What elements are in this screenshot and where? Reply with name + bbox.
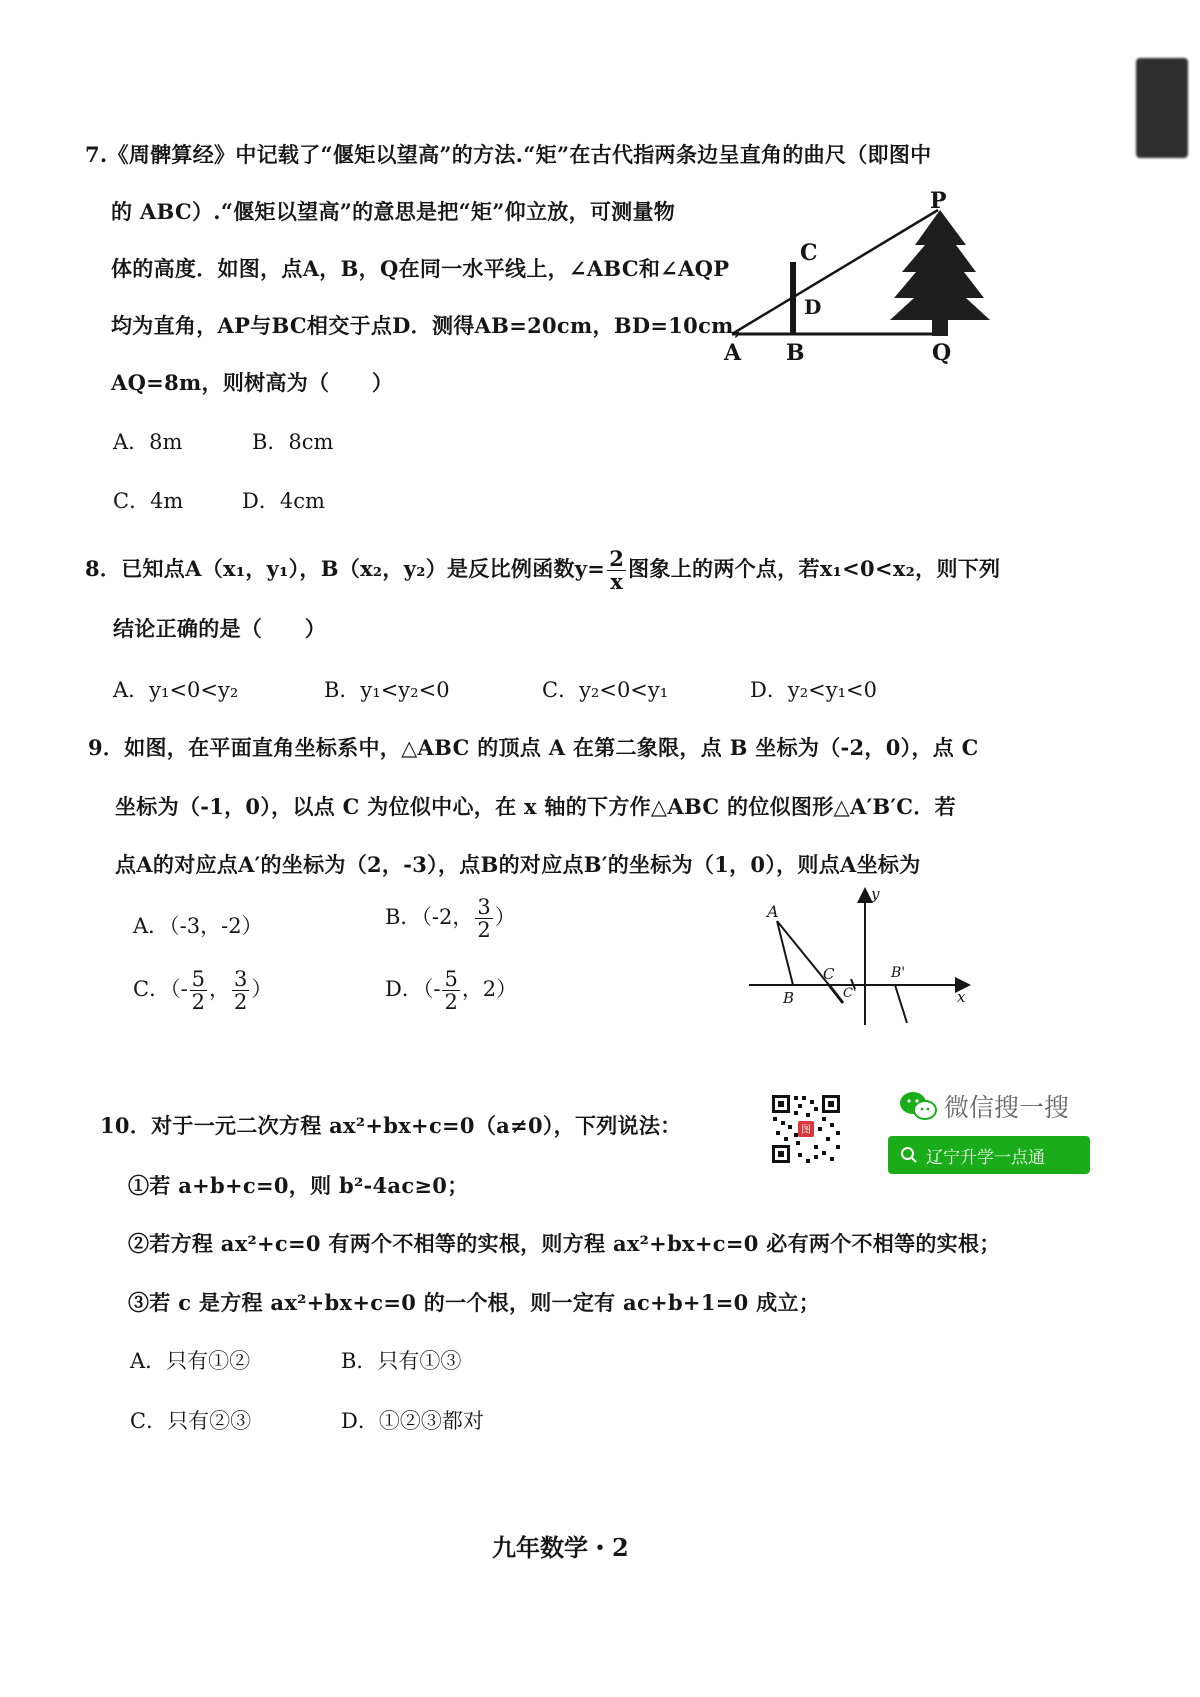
fig-label-d: D	[804, 295, 822, 319]
q10-statement-3: ③若 c 是方程 ax²+bx+c=0 的一个根，则一定有 ac+b+1=0 成立；	[128, 1290, 821, 1315]
q9-optb-den: 2	[477, 918, 491, 942]
q10-option-b[interactable]: B．只有①③	[341, 1349, 462, 1373]
fig-rod-bc	[790, 262, 796, 334]
fig-label-q: Q	[932, 340, 952, 365]
q7-line1: 7.《周髀算经》中记载了“偃矩以望高”的方法.“矩”在古代指两条边呈直角的曲尺（即图中	[85, 142, 932, 167]
wechat-search-label: 辽宁升学一点通	[926, 1147, 1045, 1168]
wechat-brand	[898, 1088, 1069, 1124]
search-icon	[900, 1146, 918, 1164]
qr-code[interactable]	[770, 1093, 842, 1165]
q10-option-a[interactable]: A．只有①②	[130, 1349, 251, 1373]
q8-line1	[85, 548, 1000, 593]
q8-pre: 8．已知点A（x₁，y₁），B（x₂，y₂）是反比例函数	[85, 556, 575, 581]
q7-tree-figure	[720, 190, 1000, 365]
wechat-search-button[interactable]	[888, 1136, 1090, 1174]
wechat-search-icon	[898, 1090, 938, 1122]
image-segment-1	[829, 985, 843, 1003]
q8-den: x	[610, 569, 624, 594]
q9-option-c[interactable]	[133, 968, 272, 1013]
q8-line2: 结论正确的是（ ）	[113, 616, 326, 641]
q7-option-d[interactable]: D．4cm	[242, 489, 325, 513]
q9-optd-fraction	[442, 968, 459, 1013]
image-segment-2	[895, 985, 907, 1023]
fig9-label-c-prime: C'	[843, 986, 857, 1001]
q9-optc-post: ）	[251, 977, 273, 1001]
fig-label-c: C	[800, 240, 818, 266]
q8-option-d[interactable]: D．y₂<y₁<0	[750, 678, 877, 702]
q7-line5: AQ=8m，则树高为（ ）	[111, 370, 394, 395]
wechat-brand-label: 微信搜一搜	[944, 1093, 1070, 1122]
fig-label-a: A	[724, 340, 742, 365]
fig9-label-b-prime: B'	[891, 965, 906, 981]
q9-line2: 坐标为（-1，0），以点 C 为位似中心，在 x 轴的下方作△ABC 的位似图形△A′B′C．若	[115, 794, 956, 819]
q7-option-a[interactable]: A．8m	[113, 430, 183, 454]
q9-optc-num2: 3	[234, 967, 248, 991]
fig-label-b: B	[786, 340, 805, 365]
q9-optc-num1: 5	[191, 967, 206, 991]
q9-option-b[interactable]	[385, 896, 516, 941]
q9-optc-fraction-1	[190, 968, 207, 1013]
fig9-label-c: C	[823, 965, 835, 983]
q10-option-d[interactable]: D．①②③都对	[341, 1409, 484, 1433]
q10-statement-2: ②若方程 ax²+c=0 有两个不相等的实根，则方程 ax²+bx+c=0 必有两个不相等的实根；	[128, 1231, 1001, 1256]
q9-optb-post: ）	[494, 905, 516, 929]
q8-post: 图象上的两个点，若x₁<0<x₂，则下列	[628, 556, 1001, 581]
q9-optb-num: 3	[477, 895, 491, 919]
triangle-abc	[777, 921, 829, 985]
qr-badge-text: 图	[801, 1125, 811, 1136]
q7-option-c[interactable]: C．4m	[113, 489, 184, 513]
q10-statement-1: ①若 a+b+c=0，则 b²-4ac≥0；	[128, 1173, 469, 1198]
q9-optd-num: 5	[444, 967, 458, 991]
q10-option-c[interactable]: C．只有②③	[130, 1409, 252, 1433]
q9-option-d[interactable]	[385, 968, 517, 1013]
page-footer: 九年数学・2	[492, 1533, 629, 1562]
q8-option-c[interactable]: C．y₂<0<y₁	[542, 678, 669, 702]
q9-optb-pre: B．（-2，	[385, 905, 474, 929]
q8-num: 2	[609, 546, 625, 571]
q9-optd-pre: D．（-	[385, 977, 441, 1001]
fig9-label-x: x	[957, 988, 966, 1006]
q9-optd-post: ，2）	[461, 977, 518, 1001]
q7-option-b[interactable]: B．8cm	[252, 430, 334, 454]
q9-optc-mid: ，	[209, 977, 231, 1001]
q9-optb-fraction	[475, 896, 492, 941]
q9-optc-den1: 2	[191, 990, 206, 1014]
q8-fraction	[607, 548, 626, 593]
q8-option-a[interactable]: A．y₁<0<y₂	[113, 678, 239, 702]
q9-optc-fraction-2	[232, 968, 249, 1013]
q7-line4: 均为直角，AP与BC相交于点D．测得AB=20cm，BD=10cm，	[111, 313, 756, 338]
q9-coordinate-figure	[745, 885, 975, 1030]
q8-option-b[interactable]: B．y₁<y₂<0	[324, 678, 450, 702]
scan-artifact	[1136, 58, 1188, 158]
q9-line1: 9．如图，在平面直角坐标系中，△ABC 的顶点 A 在第二象限，点 B 坐标为（-2，0），点 C	[88, 735, 979, 760]
q9-line3: 点A的对应点A′的坐标为（2，-3），点B的对应点B′的坐标为（1，0），则点A坐标为	[115, 852, 921, 877]
q7-line3: 体的高度．如图，点A，B，Q在同一水平线上，∠ABC和∠AQP	[111, 256, 730, 281]
fig9-label-a: A	[767, 902, 779, 921]
q8-y-eq: y=	[574, 556, 606, 581]
q9-optc-pre: C．（-	[133, 977, 188, 1001]
q9-option-a[interactable]: A．（-3，-2）	[133, 914, 263, 938]
q10-line1: 10．对于一元二次方程 ax²+bx+c=0（a≠0），下列说法：	[100, 1113, 682, 1138]
q9-optc-den2: 2	[234, 990, 248, 1014]
q9-optd-den: 2	[444, 990, 458, 1014]
fig9-label-b: B	[783, 989, 795, 1007]
fig9-label-y: y	[871, 885, 880, 903]
fig-label-p: P	[930, 190, 947, 214]
q7-line2: 的 ABC）.“偃矩以望高”的意思是把“矩”仰立放，可测量物	[111, 199, 676, 224]
